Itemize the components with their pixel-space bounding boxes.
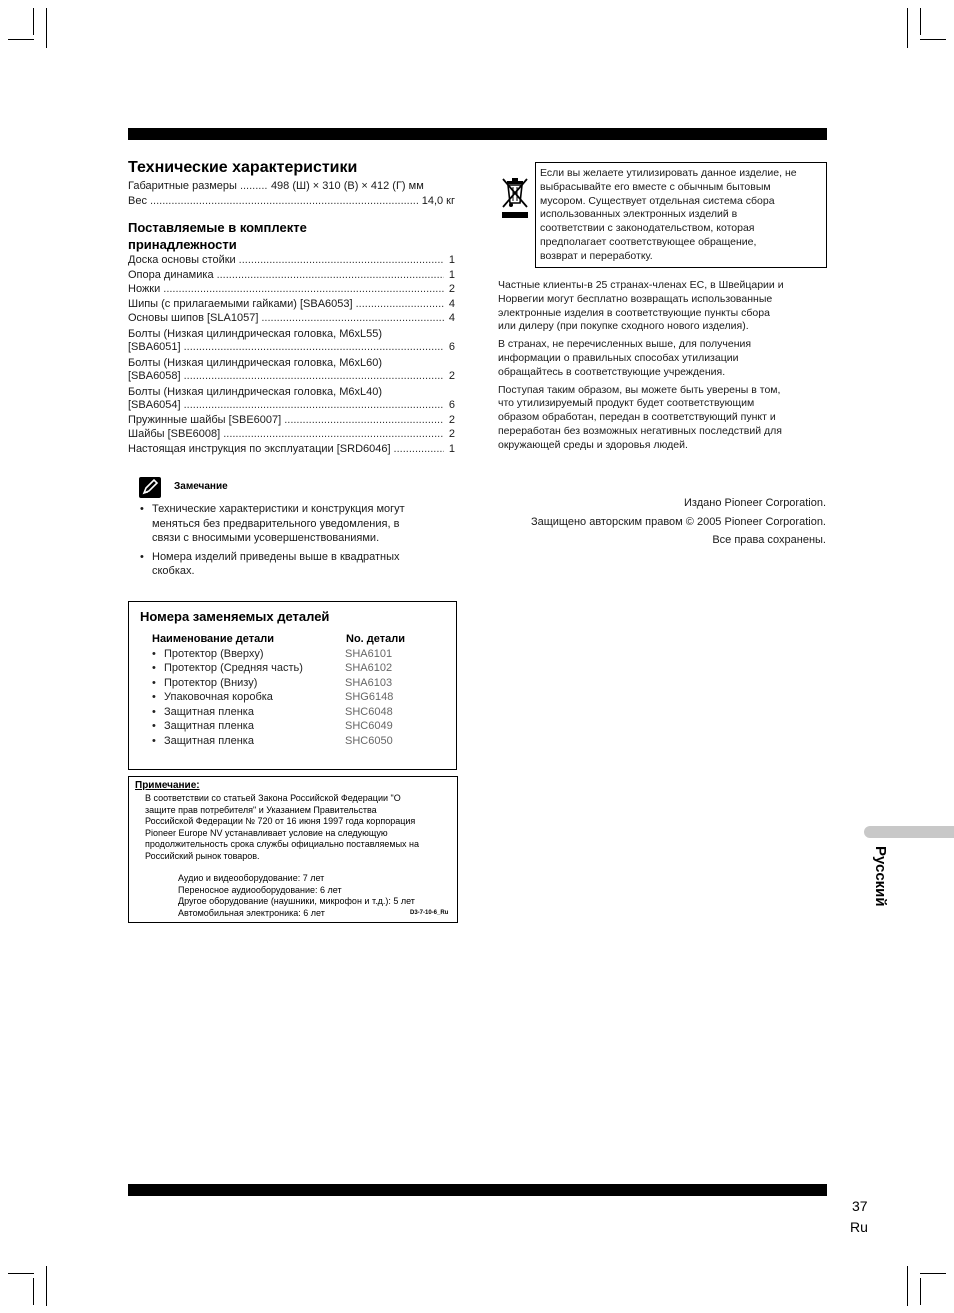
paragraph-line: что утилизируемый продукт будет соответствующим (498, 397, 755, 410)
parts-table-header (152, 632, 452, 647)
crop-mark (907, 8, 908, 48)
item-qty: 2 (448, 428, 455, 440)
item-qty: 4 (448, 297, 455, 310)
list-item (128, 370, 455, 385)
item-name-line: Болты (Низкая цилиндрическая головка, M6xL60) (128, 356, 383, 369)
part-number: SHC6050 (345, 734, 393, 747)
item-name: Ножки (128, 283, 161, 295)
leader-dots (223, 428, 444, 440)
table-row (152, 690, 452, 705)
legal-title: Примечание: (135, 780, 200, 791)
legal-line: продолжительность срока службы официально поставляемых на (145, 839, 420, 850)
column-header: No. детали (346, 633, 405, 645)
item-name: Опора динамика (128, 268, 214, 281)
crop-mark (8, 39, 34, 40)
note-bullet (128, 502, 458, 546)
page-lang: Ru (850, 1219, 868, 1235)
note-line: связи с вносимыми усовершенствованиями. (152, 532, 380, 544)
item-qty: 1 (448, 254, 455, 266)
accessories-title-line: принадлежности (128, 237, 237, 252)
disposal-line: использованных электронных изделий в (540, 208, 738, 221)
crop-mark (920, 39, 946, 40)
language-tab-label: Русский (872, 846, 889, 907)
item-qty: 6 (448, 341, 455, 353)
item-qty: 2 (448, 283, 455, 295)
table-row (152, 734, 452, 749)
item-qty: 1 (448, 442, 455, 455)
legal-term: Переносное аудиооборудование: 6 лет (178, 884, 342, 895)
list-item (128, 312, 455, 327)
paragraph-line: или дилеру (при покупке сходного нового изделия). (498, 320, 749, 333)
item-name: [SBA6054] (128, 399, 181, 411)
table-row (152, 676, 452, 691)
item-name: Шипы (с прилагаемыми гайками) [SBA6053] (128, 297, 353, 310)
part-number: SHA6103 (345, 676, 393, 689)
list-item (128, 428, 455, 443)
legal-note-box (128, 776, 458, 923)
disposal-line: мусором. Существует отдельная система сбора (540, 194, 775, 207)
specs-title: Технические характеристики (128, 159, 358, 176)
legal-line: Pioneer Europe NV устанавливает условие на следующую (145, 827, 388, 838)
replacement-parts-box (128, 601, 457, 770)
legal-text (145, 793, 419, 863)
part-name: • Защитная пленка (152, 719, 345, 734)
item-name: Шайбы [SBE6008] (128, 428, 221, 440)
part-name: • Протектор (Внизу) (152, 676, 345, 691)
note-line: скобках. (152, 565, 195, 577)
table-row (152, 719, 452, 734)
paragraph-line: обращайтесь в соответствующие учреждения. (498, 365, 726, 378)
crop-mark (920, 1278, 921, 1305)
spec-weight (128, 195, 455, 210)
disposal-line: предполагает соответствующее обращение, (540, 235, 757, 248)
footer-bar (128, 1184, 827, 1196)
publisher-line: Издано Pioneer Corporation. (684, 497, 826, 509)
leader-dots (239, 254, 444, 266)
disposal-box (535, 162, 827, 268)
disposal-paragraphs (498, 279, 784, 453)
language-tab (864, 826, 954, 838)
part-number: SHC6049 (345, 720, 393, 732)
crop-mark (8, 1273, 34, 1274)
part-name: • Протектор (Средняя часть) (152, 661, 345, 676)
crop-mark (920, 1273, 946, 1274)
item-name-line: Болты (Низкая цилиндрическая головка, M6xL40) (128, 385, 383, 398)
table-row (152, 661, 452, 676)
legal-line: защите прав потребителя" и Указанием Правительства (145, 804, 377, 815)
item-name: Пружинные шайбы [SBE6007] (128, 413, 282, 426)
accessories-list (128, 254, 455, 457)
item-qty: 1 (448, 268, 455, 281)
leader-dots (184, 341, 444, 353)
paragraph-line: переработан без возможных негативных последствий для (498, 424, 782, 437)
part-number: SHA6101 (345, 647, 393, 660)
spec-value: 498 (Ш) × 310 (В) × 412 (Г) мм (270, 180, 424, 192)
paragraph-line: образом обработан, передан в соответствующий пункт и (498, 411, 776, 424)
part-name: • Упаковочная коробка (152, 690, 345, 705)
paragraph-line: электронные изделия в соответствующие пункты сбора (498, 306, 770, 319)
note-line: • Номера изделий приведены выше в квадратных (152, 550, 400, 563)
spec-dimensions (128, 180, 455, 195)
disposal-line: соответствии с законодательством, которая (540, 222, 755, 235)
legal-term: Автомобильная электроника: 6 лет (178, 907, 325, 918)
legal-line: В соответствии со статьей Закона Российской Федерации "О (145, 793, 401, 803)
leader-dots (261, 312, 444, 324)
note-bullets (128, 502, 458, 583)
note-label: Замечание (174, 481, 228, 492)
list-item (128, 399, 455, 414)
publisher-info (531, 494, 826, 550)
note-bullet (128, 550, 458, 579)
header-bar (128, 128, 827, 140)
list-item (128, 269, 455, 284)
parts-table (152, 632, 452, 748)
item-name: Настоящая инструкция по эксплуатации [SRD6046] (128, 442, 391, 455)
pencil-note-icon (139, 477, 161, 498)
legal-term: Аудио и видеооборудование: 7 лет (178, 873, 325, 883)
note-line: • Технические характеристики и конструкция могут (152, 503, 405, 515)
spec-label: Габаритные размеры (128, 180, 237, 192)
list-item (128, 283, 455, 298)
crop-mark (907, 1266, 908, 1306)
item-name: Основы шипов [SLA1057] (128, 312, 259, 324)
leader-dots (184, 370, 444, 382)
leader-dots (284, 414, 444, 426)
item-qty: 2 (448, 370, 455, 382)
item-name: [SBA6051] (128, 341, 181, 353)
page-number: 37 (852, 1198, 868, 1214)
part-name: • Защитная пленка (152, 705, 345, 720)
column-header: Наименование детали (152, 633, 274, 645)
list-item (128, 298, 455, 313)
list-item (128, 443, 455, 458)
item-name-line: Болты (Низкая цилиндрическая головка, M6xL55) (128, 327, 383, 340)
spec-value: 14,0 кг (421, 194, 455, 207)
disposal-line: возврат и переработку. (540, 249, 653, 262)
parts-title: Номера заменяемых деталей (140, 609, 330, 624)
paragraph (498, 384, 784, 453)
publisher-line: Все права сохранены. (712, 534, 826, 546)
leader-dots (217, 269, 444, 281)
paragraph-line: В странах, не перечисленных выше, для получения (498, 338, 752, 351)
spec-label: Вес (128, 194, 147, 207)
accessories-title (128, 219, 307, 253)
legal-code: D3-7-10-6_Ru (410, 910, 449, 916)
paragraph-line: Поступая таким образом, вы можете быть уверены в том, (498, 383, 781, 396)
crop-mark (46, 1266, 47, 1306)
legal-terms (178, 873, 415, 919)
paragraph (498, 279, 784, 334)
item-name: [SBA6058] (128, 370, 181, 382)
legal-line: Российской Федерации № 720 от 16 июня 1997 года корпорация (145, 816, 416, 827)
specs-list (128, 180, 455, 209)
paragraph-line: информации о правильных способах утилизации (498, 351, 739, 364)
legal-line: Российский рынок товаров. (145, 850, 260, 861)
crop-mark (33, 1278, 34, 1305)
disposal-line: выбрасывайте его вместе с обычным бытовым (540, 180, 771, 193)
part-name: • Протектор (Вверху) (152, 647, 345, 662)
item-name: Доска основы стойки (128, 254, 236, 266)
paragraph-line: окружающей среды и здоровья людей. (498, 438, 688, 451)
part-number: SHG6148 (345, 691, 394, 703)
legal-term: Другое оборудование (наушники, микрофон и т.д.): 5 лет (178, 896, 415, 907)
item-qty: 6 (448, 399, 455, 411)
crop-mark (33, 8, 34, 35)
part-name: • Защитная пленка (152, 734, 345, 749)
note-line: меняться без предварительного уведомления, в (152, 517, 400, 530)
leader-dots (163, 283, 444, 295)
crossed-out-wheelie-bin-icon (499, 174, 531, 220)
disposal-line: Если вы желаете утилизировать данное изделие, не (540, 167, 797, 179)
leader-dots (394, 443, 444, 455)
publisher-line: Защищено авторским правом © 2005 Pioneer Corporation. (530, 515, 826, 528)
crop-mark (920, 8, 921, 35)
leader-dots (240, 180, 268, 192)
paragraph (498, 338, 784, 379)
part-number: SHA6102 (345, 662, 393, 674)
list-item (128, 341, 455, 356)
paragraph-line: Частные клиенты-в 25 странах-членах ЕС, в Швейцарии и (498, 279, 784, 291)
part-number: SHC6048 (345, 705, 393, 718)
leader-dots (150, 195, 419, 207)
disposal-box-text (540, 167, 797, 264)
item-qty: 2 (448, 413, 455, 426)
leader-dots (184, 399, 444, 411)
crop-mark (46, 8, 47, 48)
item-qty: 4 (448, 312, 455, 324)
leader-dots (356, 298, 444, 310)
table-row (152, 647, 452, 662)
paragraph-line: Норвегии могут бесплатно возвращать использованные (498, 292, 773, 305)
list-item (128, 254, 455, 269)
list-item (128, 414, 455, 429)
accessories-title-line: Поставляемые в комплекте (128, 220, 307, 235)
table-row (152, 705, 452, 720)
